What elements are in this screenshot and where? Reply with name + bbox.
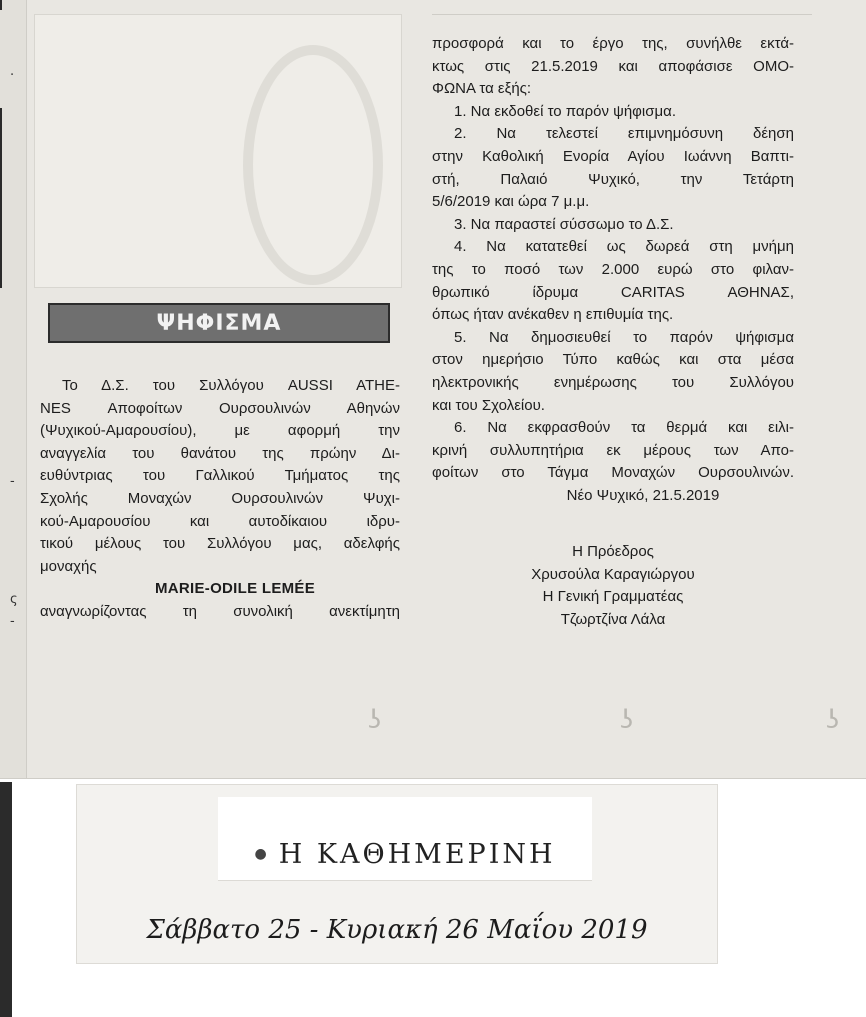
text-line: κτως στις 21.5.2019 και αποφάσισε ΟΜΟ- [432,57,794,75]
text-line: (Ψυχικού-Αμαρουσίου), με αφορμή την [40,422,400,440]
fold-mark: ʖ [620,705,634,735]
text-line: αναγνωρίζοντας τη συνολική ανεκτίμητη [40,602,400,620]
text-line: Σχολής Μοναχών Ουρσουλινών Ψυχι- [40,489,400,507]
resolution-item-2: 2. Να τελεστεί επιμνημόσυνη δέηση [454,125,794,143]
masthead-box [218,797,592,881]
faded-photo [34,14,402,288]
left-column [40,375,400,624]
resolution-item-1: 1. Να εκδοθεί το παρόν ψήφισμα. [454,102,676,120]
heading-banner [48,303,390,343]
clipping-edge [0,778,866,779]
fold-mark: ʖ [826,705,840,735]
text-line: τικού μέλους του Συλλόγου μας, αδελφής [40,535,400,553]
text-line: κρινή συλλυπητήρια εκ μέρους των Απο- [432,441,794,459]
secretary-title: Η Γενική Γραμματέας [542,588,684,606]
text-line: θρωπικό ίδρυμα CARITAS ΑΘΗΝΑΣ, [432,283,794,301]
secretary-name: Τζωρτζίνα Λάλα [560,610,666,628]
text-line: αναγγελία του θανάτου της πρώην Δι- [40,444,400,462]
resolution-item-4: 4. Να κατατεθεί ως δωρεά στη μνήμη [454,238,794,256]
fold-mark: ʖ [368,705,382,735]
text-line: μοναχής [40,557,97,575]
adjacent-column-edge [0,0,27,778]
signature-block [500,541,726,631]
text-line: στην Καθολική Ενορία Αγίου Ιωάννη Βαπτι- [432,147,794,165]
edge-mark: . [10,64,15,79]
text-line: ΦΩΝΑ τα εξής: [432,80,532,98]
edge-rule [0,0,2,10]
scan-edge-bar [0,782,12,1017]
text-line: κού-Αμαρουσίου και αυτοδίκαιου ιδρυ- [40,512,400,530]
text-line: της το ποσό των 2.000 ευρώ στο φιλαν- [432,260,794,278]
text-line: ευθύντριας του Γαλλικού Τμήματος της [40,467,400,485]
masthead-clipping [76,784,718,964]
heading-title: ΨΗΦΙΣΜΑ [156,310,282,336]
photo-ghost-shape [243,45,383,285]
right-column [432,33,794,507]
deceased-name: MARIE-ODILE LEMÉE [154,580,316,598]
edge-mark: - [10,614,15,629]
place-date: Νέο Ψυχικό, 21.5.2019 [566,486,720,504]
bullet-icon: ● [254,846,267,862]
resolution-item-5: 5. Να δημοσιευθεί το παρόν ψήφισμα [454,328,794,346]
edge-mark: - [10,474,15,489]
issue-date: Σάββατο 25 - Κυριακή 26 Μαΐου 2019 [146,915,648,945]
text-line: προσφορά και το έργο της, συνήλθε εκτά- [432,35,794,52]
text-line: NES Αποφοίτων Ουρσουλινών Αθηνών [40,399,400,417]
text-line: ηλεκτρονικής ενημέρωσης του Συλλόγου [432,373,794,391]
text-line: φοίτων στο Τάγμα Μοναχών Ουρσουλινών. [432,464,794,482]
president-name: Χρυσούλα Καραγιώργου [531,565,695,583]
resolution-item-3: 3. Να παραστεί σύσσωμο το Δ.Σ. [454,215,674,233]
text-line: στή, Παλαιό Ψυχικό, την Τετάρτη [432,170,794,188]
edge-rule [0,108,2,288]
text-line: 5/6/2019 και ώρα 7 μ.μ. [432,193,590,211]
newspaper-name: Η ΚΑΘΗΜΕΡΙΝΗ [278,839,556,870]
text-line: και του Σχολείου. [432,396,545,414]
edge-mark: ς [10,592,18,607]
top-rule [432,0,812,15]
text-line: όπως ήταν ανέκαθεν η επιθυμία της. [432,306,674,324]
text-line: Το Δ.Σ. του Συλλόγου AUSSI ATHE- [62,377,400,394]
president-title: Η Πρόεδρος [572,543,654,560]
resolution-item-6: 6. Να εκφρασθούν τα θερμά και ειλι- [454,419,794,437]
text-line: στον ημερήσιο Τύπο καθώς και στα μέσα [432,351,794,369]
